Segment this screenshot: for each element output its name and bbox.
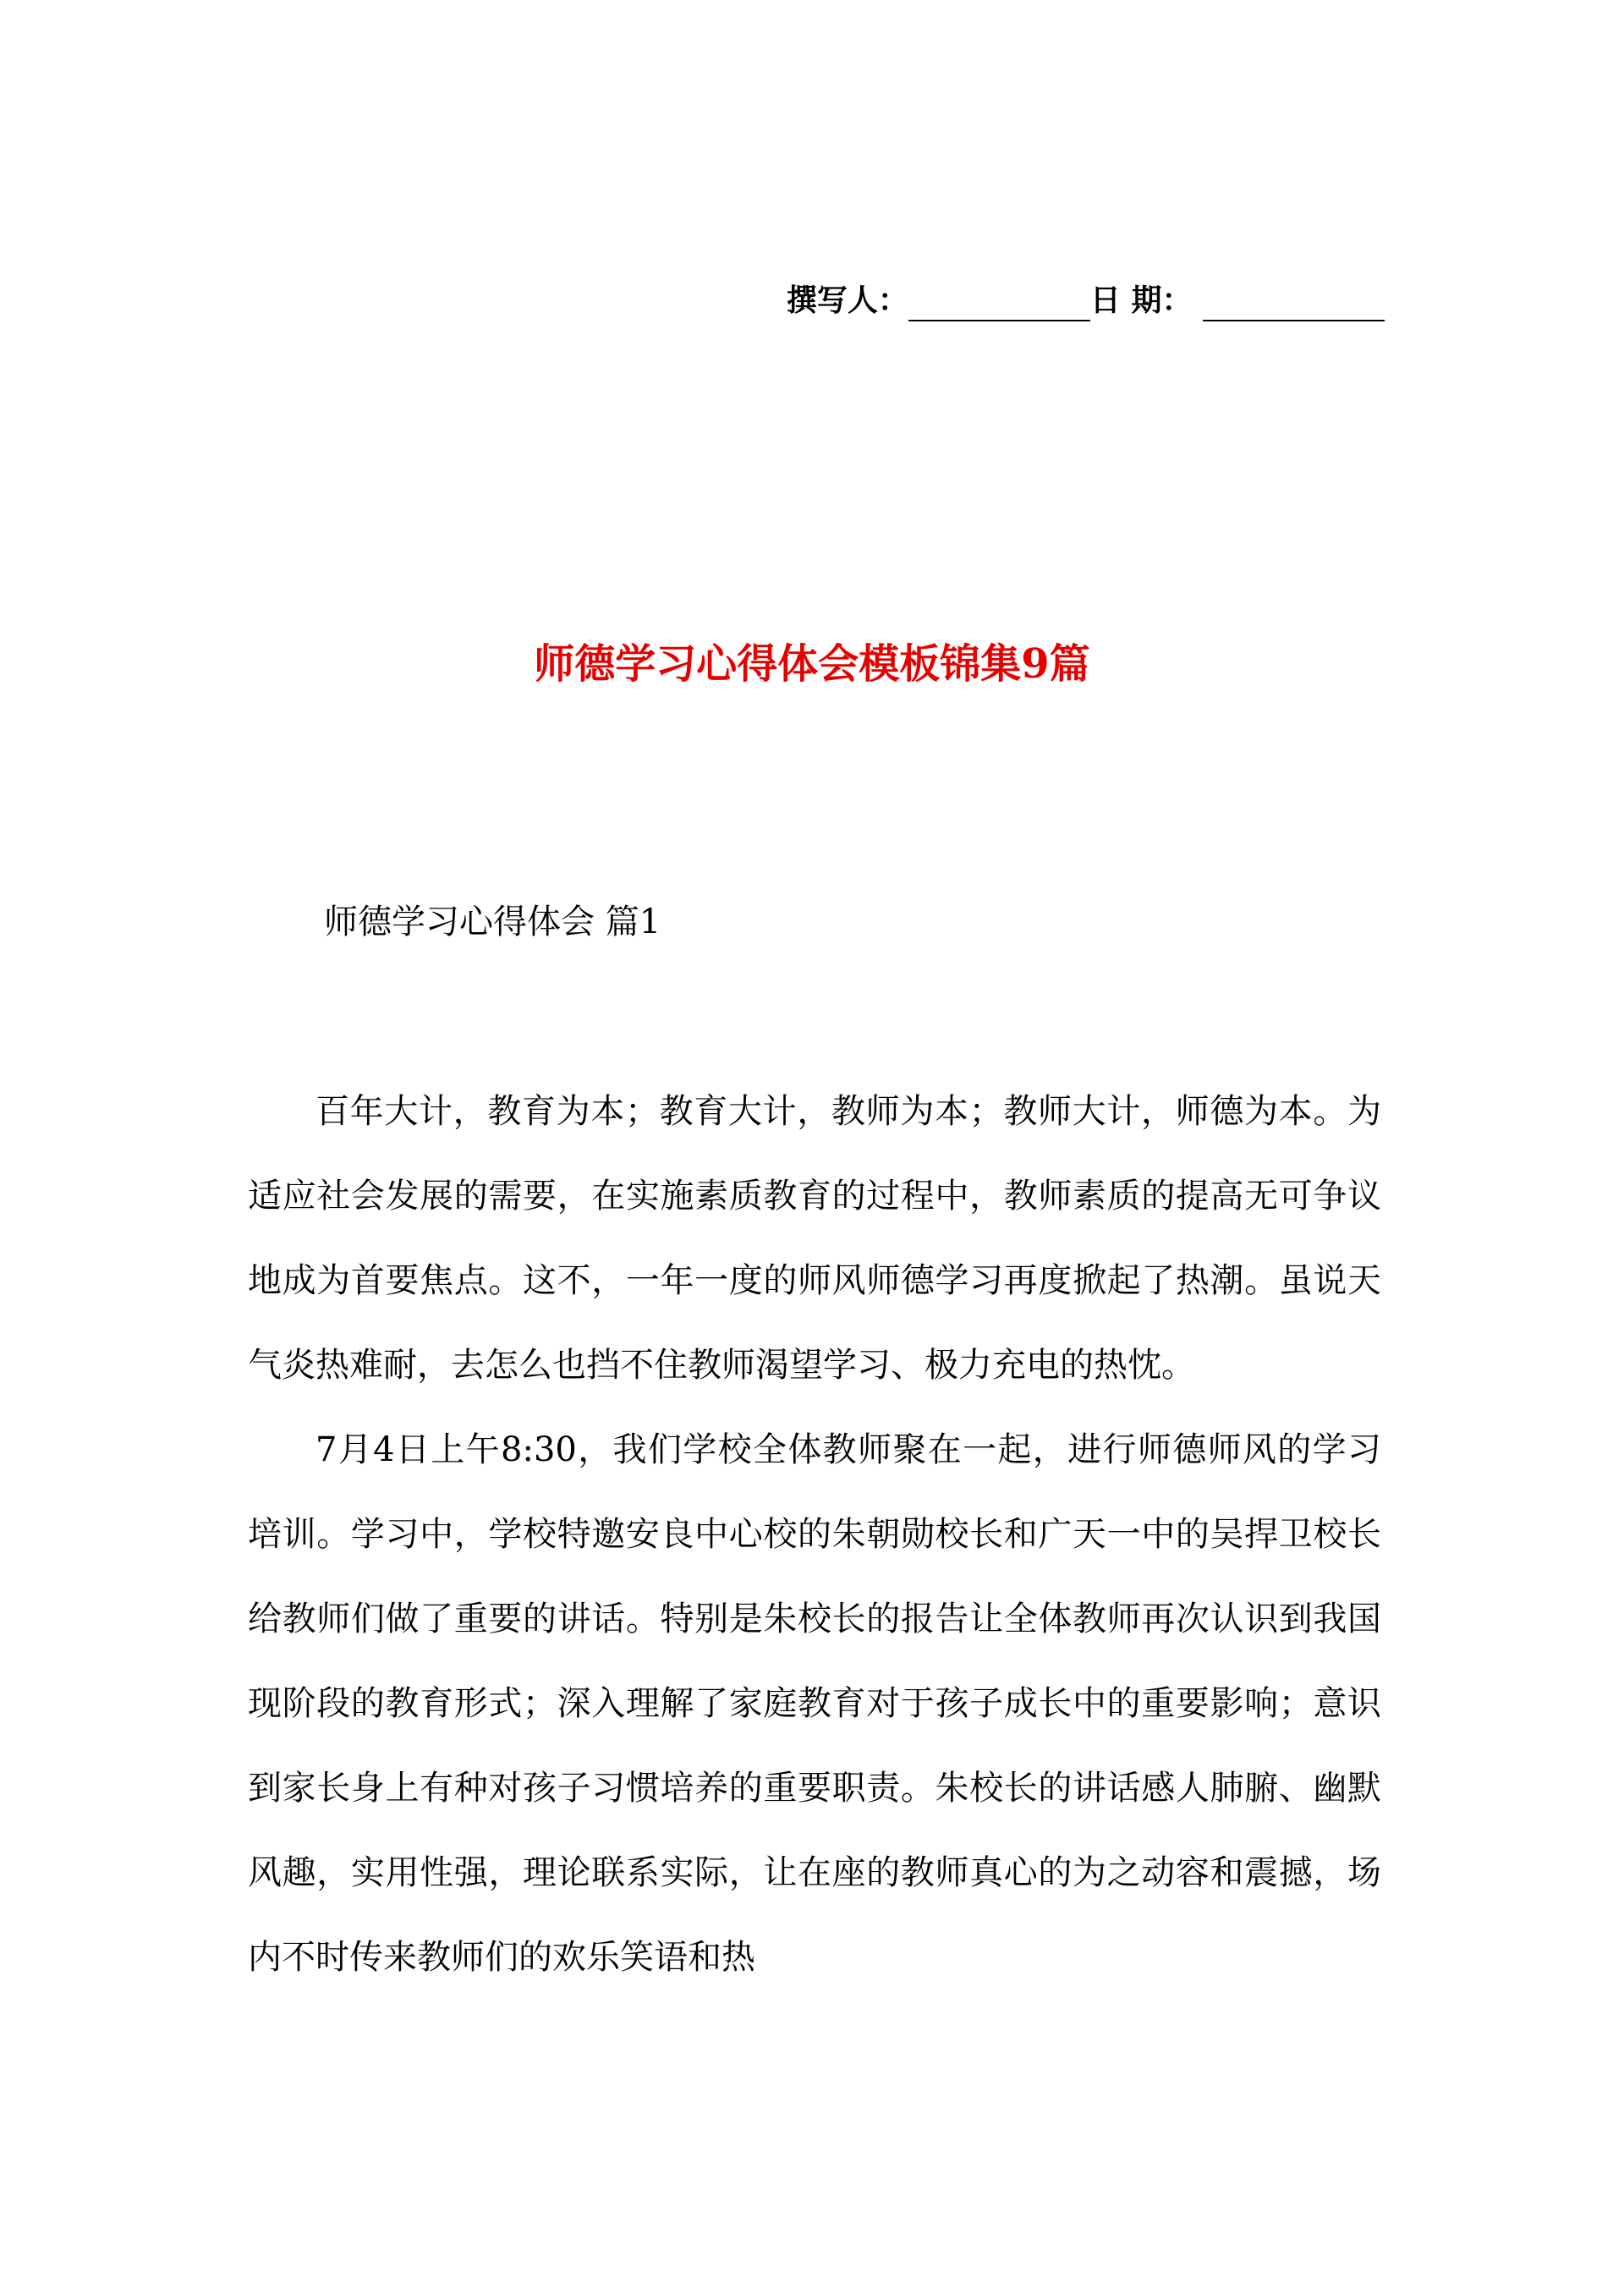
date-blank-field[interactable] xyxy=(1203,288,1385,321)
body-paragraph-1: 百年大计，教育为本；教育大计，教师为本；教师大计，师德为本。为适应社会发展的需要，在实施素质教育的过程中，教师素质的提高无可争议地成为首要焦点。这不，一年一度的师风师德学习再度掀起了热潮。虽说天气炎热难耐，去怎么也挡不住教师渴望学习、极力充电的热忱。 xyxy=(248,1092,1381,1385)
author-label: 撰写人： xyxy=(786,283,908,318)
author-blank-field[interactable] xyxy=(908,288,1090,321)
document-body xyxy=(248,1069,1381,2000)
author-date-line xyxy=(787,279,1385,321)
document-title: 师德学习心得体会模板锦集9篇 xyxy=(534,640,1090,688)
body-paragraph-2: 7月4日上午8:30，我们学校全体教师聚在一起，进行师德师风的学习培训。学习中，学校特邀安良中心校的朱朝勋校长和广天一中的吴捍卫校长给教师们做了重要的讲话。特别是朱校长的报告让全体教师再次认识到我国现阶段的教育形式；深入理解了家庭教育对于孩子成长中的重要影响；意识到家长身上有种对孩子习惯培养的重要职责。朱校长的讲话感人肺腑、幽默风趣，实用性强，理论联系实际，让在座的教师真心的为之动容和震撼，场内不时传来教师们的欢乐笑语和热 xyxy=(248,1430,1381,1977)
date-label: 日 期： xyxy=(1089,283,1193,318)
section-heading: 师德学习心得体会 篇1 xyxy=(324,903,661,941)
